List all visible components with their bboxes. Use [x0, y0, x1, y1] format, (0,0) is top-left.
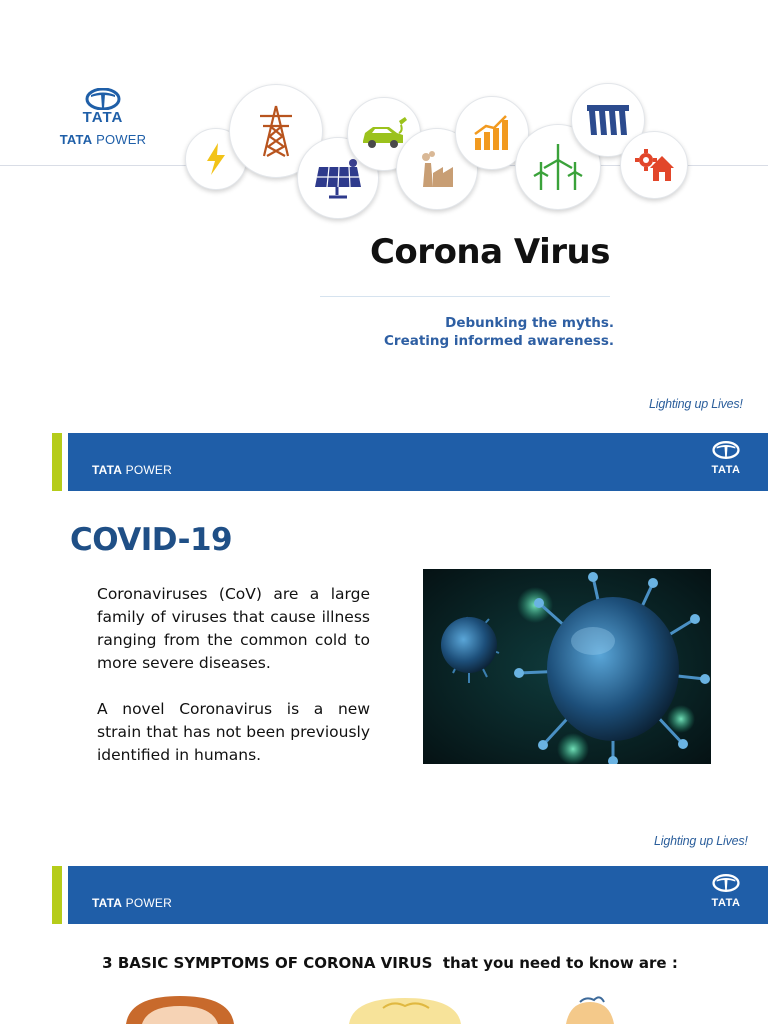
- header-tata-emblem: [708, 874, 744, 909]
- smart-home-bubble: [620, 131, 688, 199]
- header-green-accent: [52, 866, 62, 924]
- power-tower-icon: [256, 104, 296, 158]
- virus-illustration: [423, 569, 711, 764]
- header-tata-emblem: [708, 441, 744, 476]
- covid-title: COVID-19: [70, 522, 233, 558]
- header-emblem-text: TATA: [711, 464, 741, 476]
- tagline: [649, 397, 743, 411]
- slide-subtitle: [384, 314, 614, 350]
- tagline-slide2: [654, 834, 748, 848]
- header-tata-power-text: TATA POWER: [92, 896, 172, 910]
- lightning-icon: [204, 142, 228, 176]
- smart-home-icon: [634, 148, 674, 182]
- logo-tata-text: TATA: [82, 109, 124, 126]
- dam-icon: [585, 103, 631, 137]
- tata-emblem-icon: [712, 874, 740, 892]
- novel-coronavirus-definition: A novel Coronavirus is a new strain that has not been previously identified in humans.: [97, 700, 370, 764]
- logo-tatapower-text: TATA POWER: [59, 132, 147, 147]
- bar-chart-icon: [472, 114, 512, 152]
- header-blue-band: [68, 866, 768, 924]
- symptom-illustration-cough: [345, 996, 465, 1024]
- symptom-illustration-fever: [120, 996, 240, 1024]
- subtitle-line-1: Debunking the myths.: [445, 315, 614, 331]
- wind-turbine-icon: [531, 142, 585, 192]
- tagline-text: Lighting up Lives!: [649, 397, 743, 411]
- solar-panel-icon: [313, 157, 363, 199]
- slide-title: Corona Virus: [369, 232, 610, 272]
- tata-emblem-icon: [712, 441, 740, 459]
- title-slide: [0, 0, 768, 432]
- factory-icon: [417, 149, 457, 189]
- coronavirus-definition: Coronaviruses (CoV) are a large family of viruses that cause illness ranging from the common cold to more severe diseases.: [97, 585, 370, 672]
- header-tata-power-text: TATA POWER: [92, 463, 172, 477]
- header-emblem-text: TATA: [711, 897, 741, 909]
- header-green-accent: [52, 433, 62, 491]
- slide3-header-bar: [0, 866, 768, 924]
- tata-emblem-icon: [85, 88, 121, 110]
- header-blue-band: [68, 433, 768, 491]
- symptoms-heading: 3 BASIC SYMPTOMS OF CORONA VIRUS that you need to know are :: [102, 954, 678, 972]
- slide2-header-bar: [0, 433, 768, 491]
- tata-power-logo: [48, 88, 158, 147]
- subtitle-line-2: Creating informed awareness.: [384, 333, 614, 349]
- symptom-illustration-breathing: [560, 996, 620, 1024]
- tagline-text: Lighting up Lives!: [654, 834, 748, 848]
- title-underline: [320, 296, 610, 297]
